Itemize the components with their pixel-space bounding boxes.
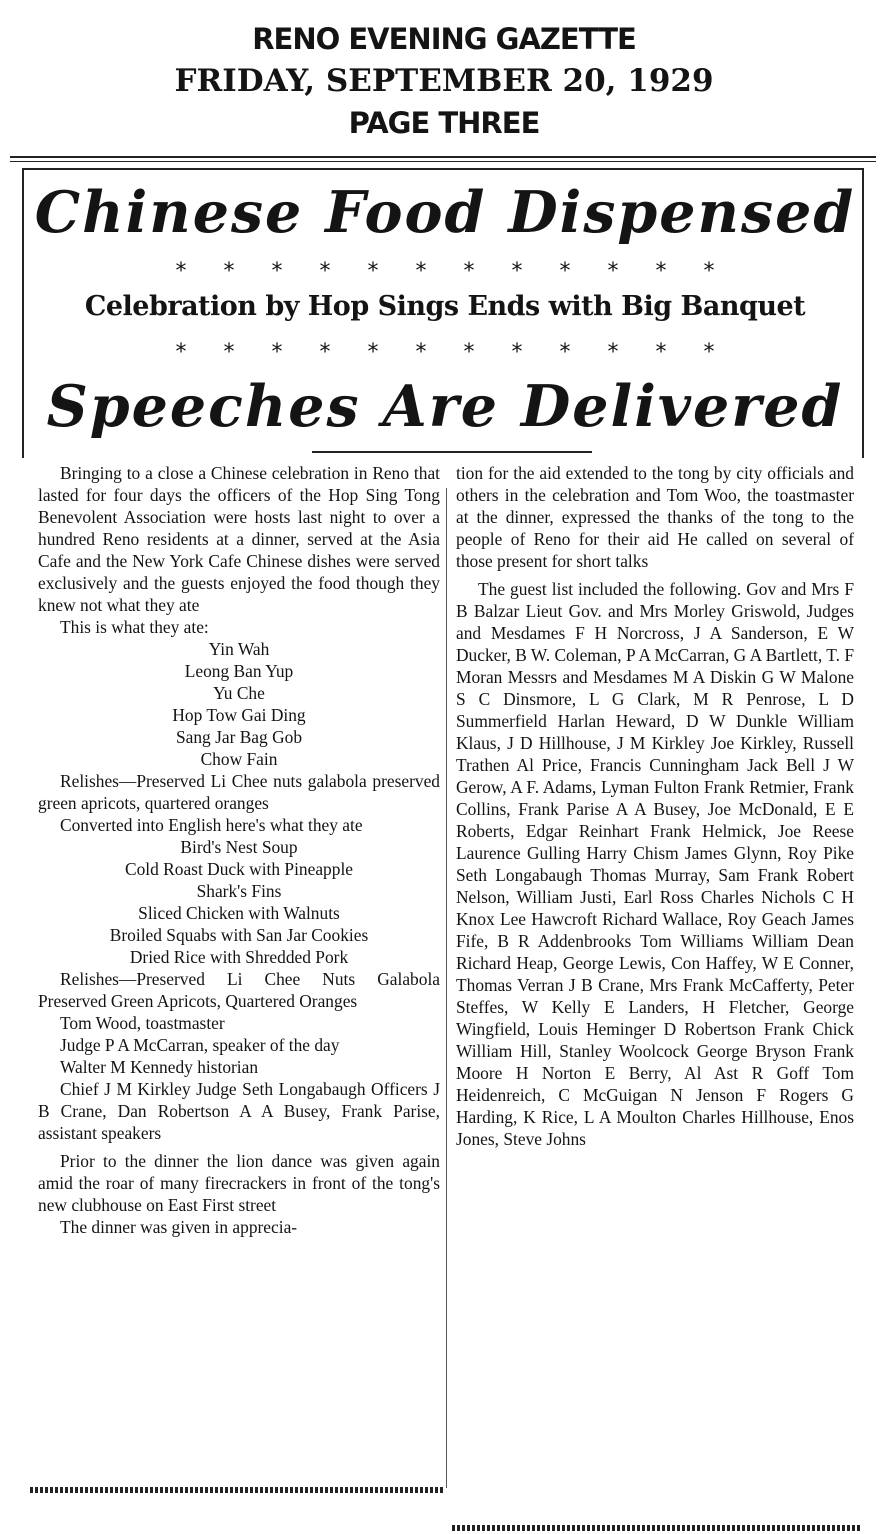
left-column-paragraph: Chow Fain <box>200 749 278 769</box>
second-headline: Speeches Are Delivered <box>46 373 844 440</box>
left-column-paragraph: Cold Roast Duck with Pineapple <box>125 859 353 879</box>
headline-rule <box>312 451 592 453</box>
star-divider-bottom: * * * * * * * * * * * * <box>175 340 715 365</box>
left-column-paragraph: Converted into English here's what they ate <box>60 815 363 835</box>
left-column-paragraph: Sang Jar Bag Gob <box>175 727 303 747</box>
article-left-column <box>38 462 440 1238</box>
sub-headline: Celebration by Hop Sings Ends with Big Banquet <box>84 291 806 322</box>
newspaper-name: RENO EVENING GAZETTE <box>252 22 636 56</box>
left-column-paragraph: Yu Che <box>213 683 265 703</box>
right-column-end-rule <box>452 1525 862 1531</box>
article-box-left-border <box>22 168 24 458</box>
article-box-top-border <box>22 168 864 170</box>
right-column-paragraph: tion for the aid extended to the tong by city officials and others in the celebration and Tom Woo, the toastmaster at the dinner, expressed the thanks of the tong to the people of Reno for their aid He called on several of those present for short talks <box>456 463 854 571</box>
left-column-paragraph: Chief J M Kirkley Judge Seth Longabaugh Officers J B Crane, Dan Robertson A A Busey, Frank Parise, assistant speakers <box>38 1079 440 1143</box>
masthead <box>0 18 888 144</box>
main-headline: Chinese Food Dispensed <box>34 179 856 246</box>
left-column-paragraph: Prior to the dinner the lion dance was given again amid the roar of many firecrackers in front of the tong's new clubhouse on East First street <box>38 1151 440 1215</box>
left-column-paragraph: Bird's Nest Soup <box>180 837 298 857</box>
left-column-paragraph: Broiled Squabs with San Jar Cookies <box>109 925 369 945</box>
left-column-paragraph: Sliced Chicken with Walnuts <box>138 903 340 923</box>
left-column-paragraph: Walter M Kennedy historian <box>60 1057 259 1077</box>
left-column-paragraph: This is what they ate: <box>60 617 209 637</box>
left-column-end-rule <box>30 1487 444 1493</box>
left-column-paragraph: Shark's Fins <box>196 881 282 901</box>
left-column-paragraph: Yin Wah <box>208 639 270 659</box>
left-column-paragraph: Bringing to a close a Chinese celebration in Reno that lasted for four days the officers of the Hop Sing Tong Benevolent Association were hosts last night to over a hundred Reno residents at a dinner, served at the Asia Cafe and the New York Cafe Chinese dishes were served exclusively and the guests enjoyed the food though they knew not what they ate <box>38 463 440 615</box>
left-column-paragraph: Leong Ban Yup <box>184 661 294 681</box>
masthead-divider <box>10 156 876 162</box>
column-divider <box>446 488 447 1488</box>
left-column-paragraph: Judge P A McCarran, speaker of the day <box>60 1035 340 1055</box>
left-column-paragraph: Relishes—Preserved Li Chee Nuts Galabola Preserved Green Apricots, Quartered Oranges <box>38 969 440 1011</box>
left-column-paragraph: Relishes—Preserved Li Chee nuts galabola preserved green apricots, quartered oranges <box>38 771 440 813</box>
star-divider-top: * * * * * * * * * * * * <box>175 259 715 284</box>
article-right-column <box>456 462 854 1150</box>
left-column-paragraph: The dinner was given in apprecia- <box>60 1217 298 1237</box>
left-column-paragraph: Dried Rice with Shredded Pork <box>129 947 349 967</box>
page-number: PAGE THREE <box>348 106 540 140</box>
left-column-paragraph: Hop Tow Gai Ding <box>172 705 306 725</box>
article-box-right-border <box>862 168 864 458</box>
right-column-paragraph: The guest list included the following. Gov and Mrs F B Balzar Lieut Gov. and Mrs Morley Griswold, Judges and Mesdames F H Norcross, J A Sanderson, E W Ducker, B W. Coleman, P A McCarran, G A Bartlett, T. F Moran Messrs and Mesdames M A Diskin G W Malone S C Dinsmore, L G Clark, M R Penrose, L D Summerfield Harlan Heward, D W Dunkle William Klaus, J D Hillhouse, J M Kirkley Joe Kirkley, Russell Trathen Al Price, Francis Cunningham Jack Bell J W Gerow, A F. Adams, Lyman Fulton Frank Retmier, Frank Collins, Frank Parise A A Busey, Joe McDonald, E E Roberts, Edgar Reinhart Frank Helmick, Joe Reese Laurence Gulling Harry Chism James Glynn, Roy Pike Seth Longabaugh Thomas Murray, Sam Frank Robert Nelson, William Justi, Earl Ross Charles Nichols C H Knox Lee Hawcroft Richard Wallace, Roy Geach James Fife, B R Addenbrooks Tom Williams William Dean Richard Heap, George Lewis, Con Haffey, W E Conner, Thomas Verran J B Crane, Mrs Frank McCafferty, Peter Steffes, W Kelly E Landers, H Fletcher, George Wingfield, Louis Heminger D Robertson Frank Chick William Hill, Stanley Woolcock George Bryson Frank Moore H Norton E Berry, Al Ast R Goff Tom Heidenreich, C McGuigan N Jenson F Rogers G Harding, K Rice, L A Moulton Charles Hillhouse, Enos Jones, Steve Johns <box>456 579 854 1149</box>
issue-date: FRIDAY, SEPTEMBER 20, 1929 <box>174 63 714 99</box>
left-column-paragraph: Tom Wood, toastmaster <box>60 1013 225 1033</box>
